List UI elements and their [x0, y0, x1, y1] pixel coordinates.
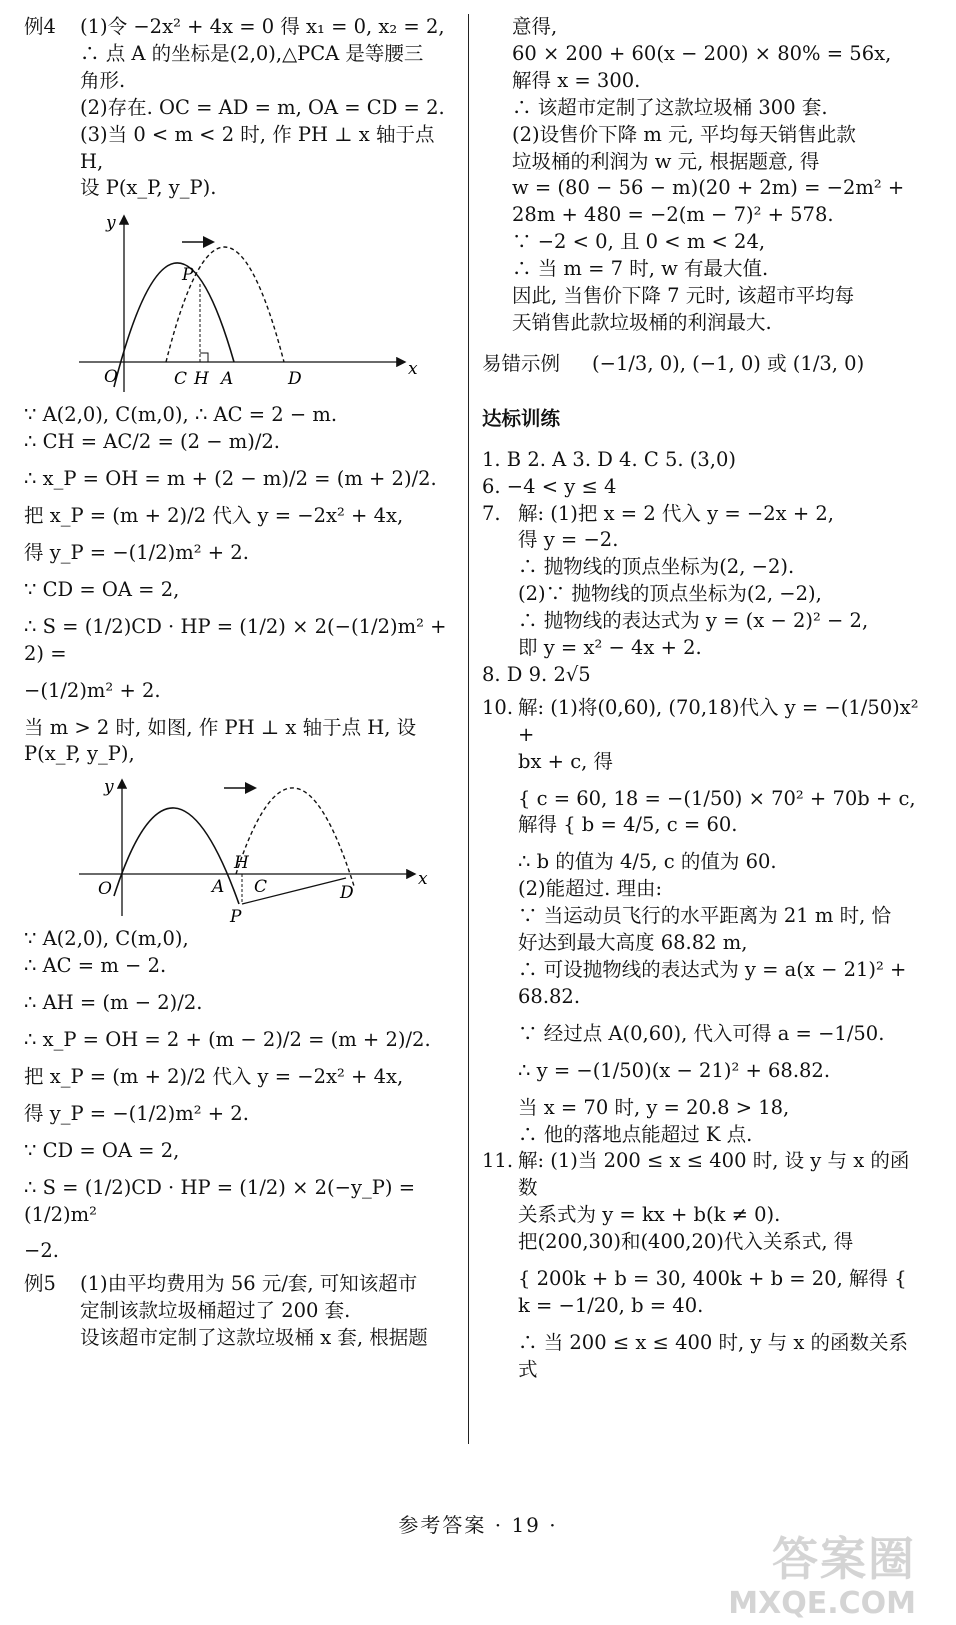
- parabola-graph-2: [74, 776, 454, 926]
- example-4-line: (1)令 −2x² + 4x = 0 得 x₁ = 0, x₂ = 2,: [80, 15, 445, 38]
- label-H: H: [234, 853, 249, 874]
- label-O: O: [98, 879, 112, 900]
- text-line: 得 y_P = −(1/2)m² + 2.: [24, 540, 249, 564]
- watermark-logo: 答案圈: [772, 1532, 916, 1586]
- right-angle-mark: [200, 353, 208, 362]
- text-line: ∴ AH = (m − 2)/2.: [24, 991, 203, 1015]
- right-column: [482, 14, 922, 1384]
- text-line: 当 x = 70 时, y = 20.8 > 18,: [518, 1095, 790, 1119]
- text-line: ∵ −2 < 0, 且 0 < m < 24,: [512, 230, 766, 254]
- text-line: 把(200,30)和(400,20)代入关系式, 得: [518, 1230, 854, 1254]
- text-line: (3)当 0 < m < 2 时, 作 PH ⊥ x 轴于点 H,: [80, 122, 435, 173]
- text-line: 因此, 当售价下降 7 元时, 该超市平均每: [512, 284, 855, 308]
- text-line: ∴ S = (1/2)CD · HP = (1/2) × 2(−y_P) = (1/2)m²: [24, 1175, 416, 1226]
- label-A: A: [221, 369, 234, 390]
- text-line: (2)存在. OC = AD = m, OA = CD = 2.: [80, 95, 445, 119]
- label-H: H: [194, 369, 209, 390]
- watermark: [728, 1528, 916, 1625]
- text-line: 解: (1)将(0,60), (70,18)代入 y = −(1/50)x² +: [518, 695, 919, 746]
- page-footer: 参考答案 · 19 ·: [398, 1513, 558, 1537]
- text-line: ∴ x_P = OH = m + (2 − m)/2 = (m + 2)/2.: [24, 467, 437, 491]
- text-line: ∴ 点 A 的坐标是(2,0),△PCA 是等腰三: [80, 41, 424, 65]
- text-line: bx + c, 得: [518, 749, 614, 773]
- text-line: ∴ 抛物线的顶点坐标为(2, −2).: [518, 555, 795, 579]
- text-line: w = (80 − 56 − m)(20 + 2m) = −2m² +: [512, 176, 905, 200]
- text-line: 把 x_P = (m + 2)/2 代入 y = −2x² + 4x,: [24, 504, 404, 528]
- text-line: 68.82.: [518, 984, 581, 1008]
- text-line: ∴ 抛物线的表达式为 y = (x − 2)² − 2,: [518, 609, 869, 633]
- question-7: [482, 501, 922, 528]
- text-line: ∴ 可设抛物线的表达式为 y = a(x − 21)² +: [518, 958, 907, 981]
- text-line: ∴ AC = m − 2.: [24, 954, 167, 978]
- text-line: 定制该款垃圾桶超过了 200 套.: [80, 1299, 351, 1323]
- text-line: 关系式为 y = kx + b(k ≠ 0).: [518, 1203, 781, 1227]
- label-P: P: [230, 907, 242, 927]
- label-A: A: [212, 877, 225, 898]
- text-line: (2)设售价下降 m 元, 平均每天销售此款: [512, 122, 856, 146]
- question-11: [482, 1148, 922, 1202]
- text-line: 设该超市定制了这款垃圾桶 x 套, 根据题: [80, 1326, 428, 1350]
- question-number: 10.: [482, 695, 514, 719]
- text-line: 天销售此款垃圾桶的利润最大.: [512, 310, 772, 334]
- text-line: 解得 x = 300.: [512, 68, 641, 92]
- text-line: ∴ S = (1/2)CD · HP = (1/2) × 2(−(1/2)m² + 2) =: [24, 614, 447, 665]
- text-line: 60 × 200 + 60(x − 200) × 80% = 56x,: [512, 41, 892, 65]
- label-y: y: [106, 213, 116, 234]
- text-line: 好达到最大高度 68.82 m,: [518, 931, 748, 955]
- text-line: 得 y_P = −(1/2)m² + 2.: [24, 1101, 249, 1125]
- text-line: ∴ CH = AC/2 = (2 − m)/2.: [24, 430, 281, 454]
- text-line: ∴ b 的值为 4/5, c 的值为 60.: [518, 850, 777, 874]
- text-line: 把 x_P = (m + 2)/2 代入 y = −2x² + 4x,: [24, 1064, 404, 1088]
- answer-line: 8. D 9. 2√5: [482, 662, 591, 686]
- example-4-tag: 例4: [24, 15, 56, 38]
- text-line: 角形.: [80, 68, 126, 92]
- label-C: C: [254, 877, 268, 898]
- example-5: [24, 1271, 454, 1298]
- text-line: ∵ 经过点 A(0,60), 代入可得 a = −1/50.: [518, 1021, 885, 1045]
- text-line: −(1/2)m² + 2.: [24, 678, 161, 702]
- text-line: { 200k + b = 30, 400k + b = 20, 解得 { k = −1/20, b = 40.: [518, 1267, 907, 1317]
- question-10: [482, 695, 922, 749]
- text-line: ∴ 当 200 ≤ x ≤ 400 时, y 与 x 的函数关系式: [518, 1330, 909, 1381]
- text-line: 即 y = x² − 4x + 2.: [518, 636, 702, 660]
- text-line: ∵ 当运动员飞行的水平距离为 21 m 时, 恰: [518, 904, 891, 928]
- text-line: 设 P(x_P, y_P).: [80, 176, 217, 200]
- text-line: 28m + 480 = −2(m − 7)² + 578.: [512, 203, 834, 227]
- answer-line: 1. B 2. A 3. D 4. C 5. (3,0): [482, 447, 737, 471]
- parabola-dashed: [236, 788, 354, 886]
- text-line: 得 y = −2.: [518, 528, 619, 552]
- text-line: ∴ y = −(1/50)(x − 21)² + 68.82.: [518, 1058, 831, 1082]
- text-line: (2)∵ 抛物线的顶点坐标为(2, −2),: [518, 582, 822, 606]
- example-5-line: (1)由平均费用为 56 元/套, 可知该超市: [80, 1272, 418, 1296]
- error-example-label: 易错示例: [482, 351, 561, 375]
- text-line: 当 m > 2 时, 如图, 作 PH ⊥ x 轴于点 H, 设: [24, 715, 417, 739]
- text-line: ∵ CD = OA = 2,: [24, 577, 180, 601]
- text-line: 解: (1)把 x = 2 代入 y = −2x + 2,: [518, 501, 834, 525]
- text-line: ∴ 当 m = 7 时, w 有最大值.: [512, 257, 769, 281]
- label-O: O: [104, 367, 118, 388]
- text-line: 意得,: [512, 15, 558, 38]
- watermark-url: MXQE.COM: [728, 1586, 916, 1622]
- example-5-tag: 例5: [24, 1272, 56, 1296]
- question-number: 7.: [482, 501, 501, 525]
- text-line: −2.: [24, 1239, 59, 1263]
- text-line: ∴ 该超市定制了这款垃圾桶 300 套.: [512, 95, 828, 119]
- question-number: 11.: [482, 1149, 514, 1173]
- text-line: ∵ A(2,0), C(m,0), ∴ AC = 2 − m.: [24, 403, 338, 427]
- text-line: 解: (1)当 200 ≤ x ≤ 400 时, 设 y 与 x 的函数: [518, 1149, 910, 1200]
- text-line: 垃圾桶的利润为 w 元, 根据题意, 得: [512, 149, 820, 173]
- label-D: D: [340, 883, 354, 904]
- label-C: C: [174, 369, 188, 390]
- column-divider: [468, 14, 469, 1444]
- label-y: y: [104, 777, 114, 798]
- text-line: { c = 60, 18 = −(1/50) × 70² + 70b + c, 解得 { b = 4/5, c = 60.: [518, 786, 916, 837]
- label-P: P: [182, 265, 194, 286]
- example-4: [24, 14, 454, 41]
- text-line: ∴ 他的落地点能超过 K 点.: [518, 1122, 753, 1146]
- text-line: ∴ x_P = OH = 2 + (m − 2)/2 = (m + 2)/2.: [24, 1028, 431, 1052]
- answer-line: 6. −4 < y ≤ 4: [482, 474, 617, 498]
- error-example: [482, 351, 922, 378]
- label-x: x: [418, 869, 428, 890]
- text-line: P(x_P, y_P),: [24, 742, 135, 766]
- error-example-text: (−1/3, 0), (−1, 0) 或 (1/3, 0): [592, 351, 865, 375]
- section-title: 达标训练: [482, 406, 561, 430]
- label-D: D: [288, 369, 302, 390]
- text-line: (2)能超过. 理由:: [518, 877, 663, 901]
- text-line: ∵ A(2,0), C(m,0),: [24, 927, 189, 951]
- parabola-graph-1: [74, 212, 454, 402]
- label-x: x: [408, 359, 418, 380]
- text-line: ∵ CD = OA = 2,: [24, 1138, 180, 1162]
- left-column: [24, 14, 454, 1352]
